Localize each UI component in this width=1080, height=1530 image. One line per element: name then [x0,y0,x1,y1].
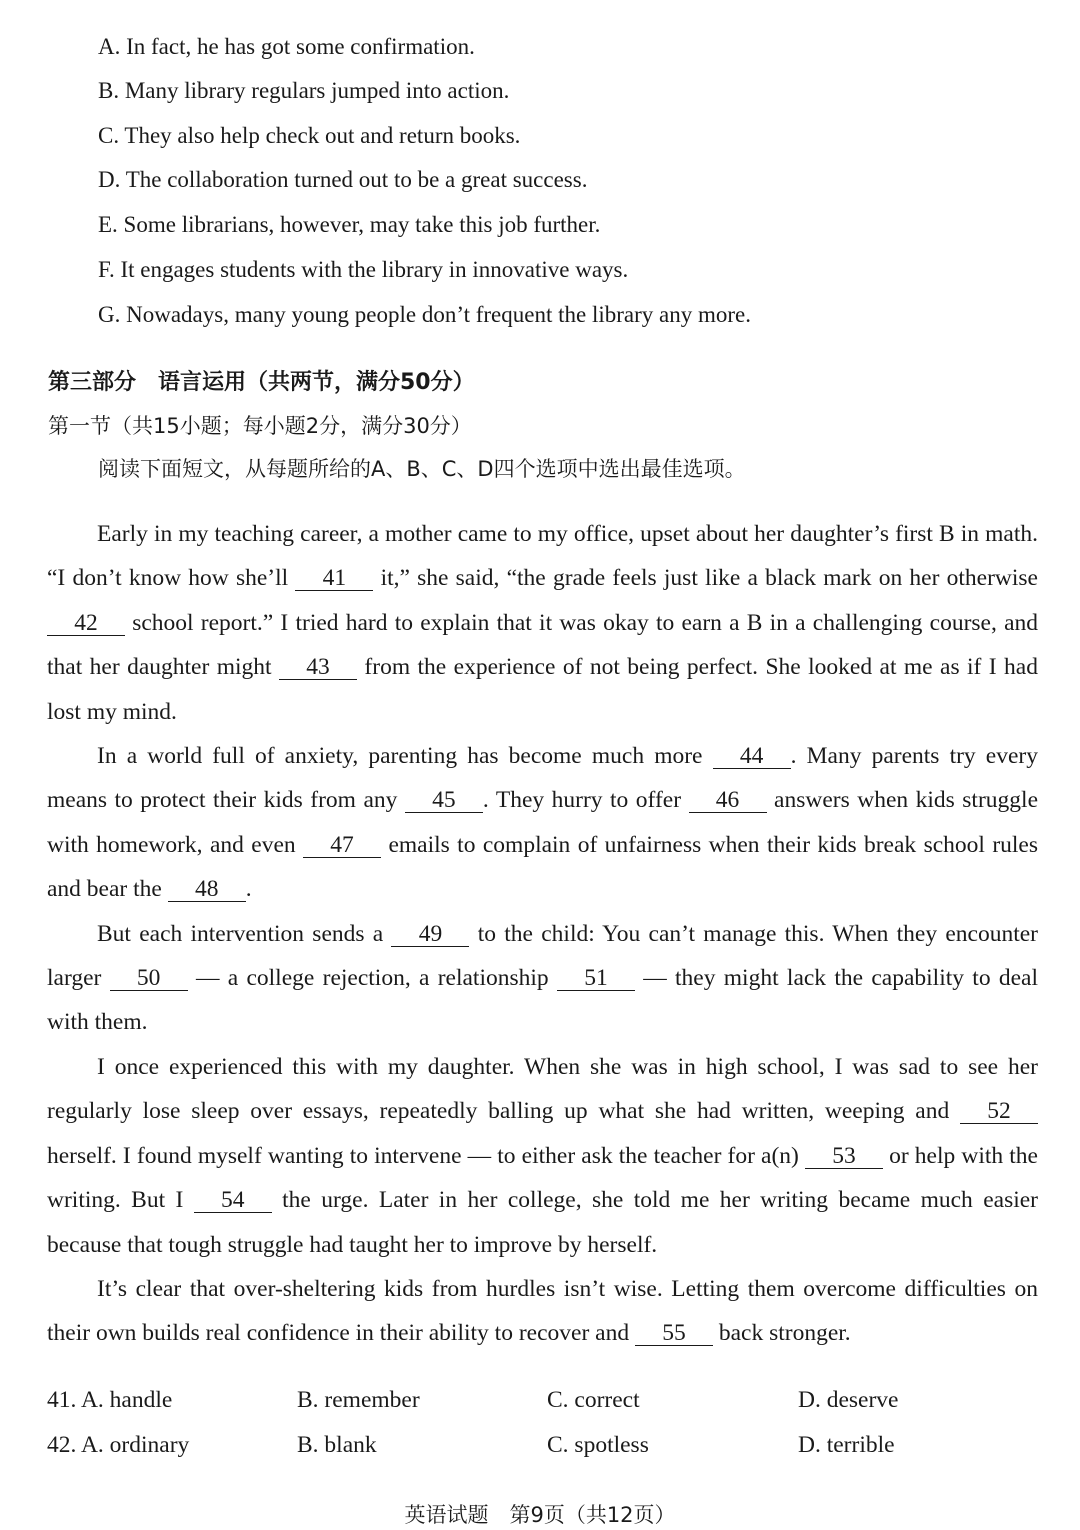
passage-text: emails to complain of unfairness when their kids break school rules and bear the [47,831,1039,903]
passage-text: answers when kids struggle with homework, and even [47,787,1038,858]
instruction: 阅读下面短文，从每题所给的A、B、C、D四个选项中选出最佳选项。 [98,457,746,481]
passage-text: Early in my teaching career, a mother came to my office, upset about her daughter’s first B in math. “I don’t know how she’ll [47,521,1038,592]
choice-row-41 [47,1385,1047,1415]
blank-45: 45 [405,788,483,813]
passage-text: . Many parents try every means to protect their kids from any [47,743,1038,814]
option-c: C. They also help check out and return books. [98,123,521,148]
blank-43: 43 [279,655,357,680]
paragraph-1 [47,512,1038,734]
passage-text: I once experienced this with my daughter. When she was in high school, I was sad to see her regularly lose sleep over essays, repeatedly balling up what she had written, weeping and [47,1053,1038,1125]
passage-text: back stronger. [712,1320,851,1347]
blank-49: 49 [391,922,469,947]
passage-text: . They hurry to offer [482,787,689,814]
blank-50: 50 [110,966,188,991]
blank-42: 42 [47,611,125,636]
blank-46: 46 [689,788,767,813]
blank-41: 41 [295,566,373,591]
passage-text: from the experience of not being perfect. She looked at me as if I had lost my mind. [47,654,1038,725]
choice-41-d: D. deserve [798,1387,899,1413]
cloze-passage [47,512,1038,1356]
page-footer: 英语试题 第9页（共12页） [404,1503,676,1527]
section-subtitle: 第一节（共15小题；每小题2分，满分30分） [48,414,472,438]
passage-text: — they might lack the capability to deal with them. [47,965,1038,1036]
blank-47: 47 [303,833,381,858]
paragraph-2 [47,734,1038,912]
section-title: 第三部分 语言运用（共两节，满分50分） [48,370,475,395]
blank-51: 51 [557,966,635,991]
option-e: E. Some librarians, however, may take this job further. [98,212,601,237]
passage-text: the urge. Later in her college, she told me her writing became much easier because that tough struggle had taught her to improve by herself. [47,1187,1038,1258]
option-d: D. The collaboration turned out to be a great success. [98,167,588,192]
paragraph-4 [47,1045,1038,1267]
choice-42-a: 42. A. ordinary [47,1432,190,1458]
paragraph-3 [47,912,1038,1045]
passage-text: It’s clear that over-sheltering kids from hurdles isn’t wise. Letting them overcome difficulties on their own builds real confidence in their ability to recover and [47,1275,1038,1347]
choice-42-c: C. spotless [547,1432,649,1458]
passage-text: it,” she said, “the grade feels just like a black mark on her otherwise [373,565,1038,592]
blank-52: 52 [960,1099,1038,1124]
passage-text: . [245,876,252,903]
passage-text: school report.” I tried hard to explain that it was okay to earn a B in a challenging course, and that her daughter might [47,609,1038,681]
option-a: A. In fact, he has got some confirmation. [98,34,475,59]
passage-text: to the child: You can’t manage this. When they encounter larger [47,920,1039,992]
choice-41-a: 41. A. handle [47,1387,173,1413]
passage-text: But each intervention sends a [97,920,392,947]
choice-42-b: B. blank [297,1432,377,1458]
passage-text: In a world full of anxiety, parenting has become much more [97,743,713,770]
blank-48: 48 [168,877,246,902]
passage-text: or help with the writing. But I [47,1142,1038,1214]
blank-55: 55 [635,1321,713,1346]
passage-text: herself. I found myself wanting to intervene — to either ask the teacher for a(n) [47,1142,805,1169]
option-g: G. Nowadays, many young people don’t frequent the library any more. [98,302,751,327]
paragraph-5 [47,1267,1038,1356]
choice-42-d: D. terrible [798,1432,895,1458]
blank-44: 44 [713,744,791,769]
passage-text: — a college rejection, a relationship [187,965,557,992]
choice-row-42 [47,1430,1047,1460]
blank-53: 53 [805,1144,883,1169]
choice-41-b: B. remember [297,1387,420,1413]
blank-54: 54 [194,1188,272,1213]
option-f: F. It engages students with the library in innovative ways. [98,257,629,282]
option-b: B. Many library regulars jumped into action. [98,78,510,103]
choice-41-c: C. correct [547,1387,640,1413]
